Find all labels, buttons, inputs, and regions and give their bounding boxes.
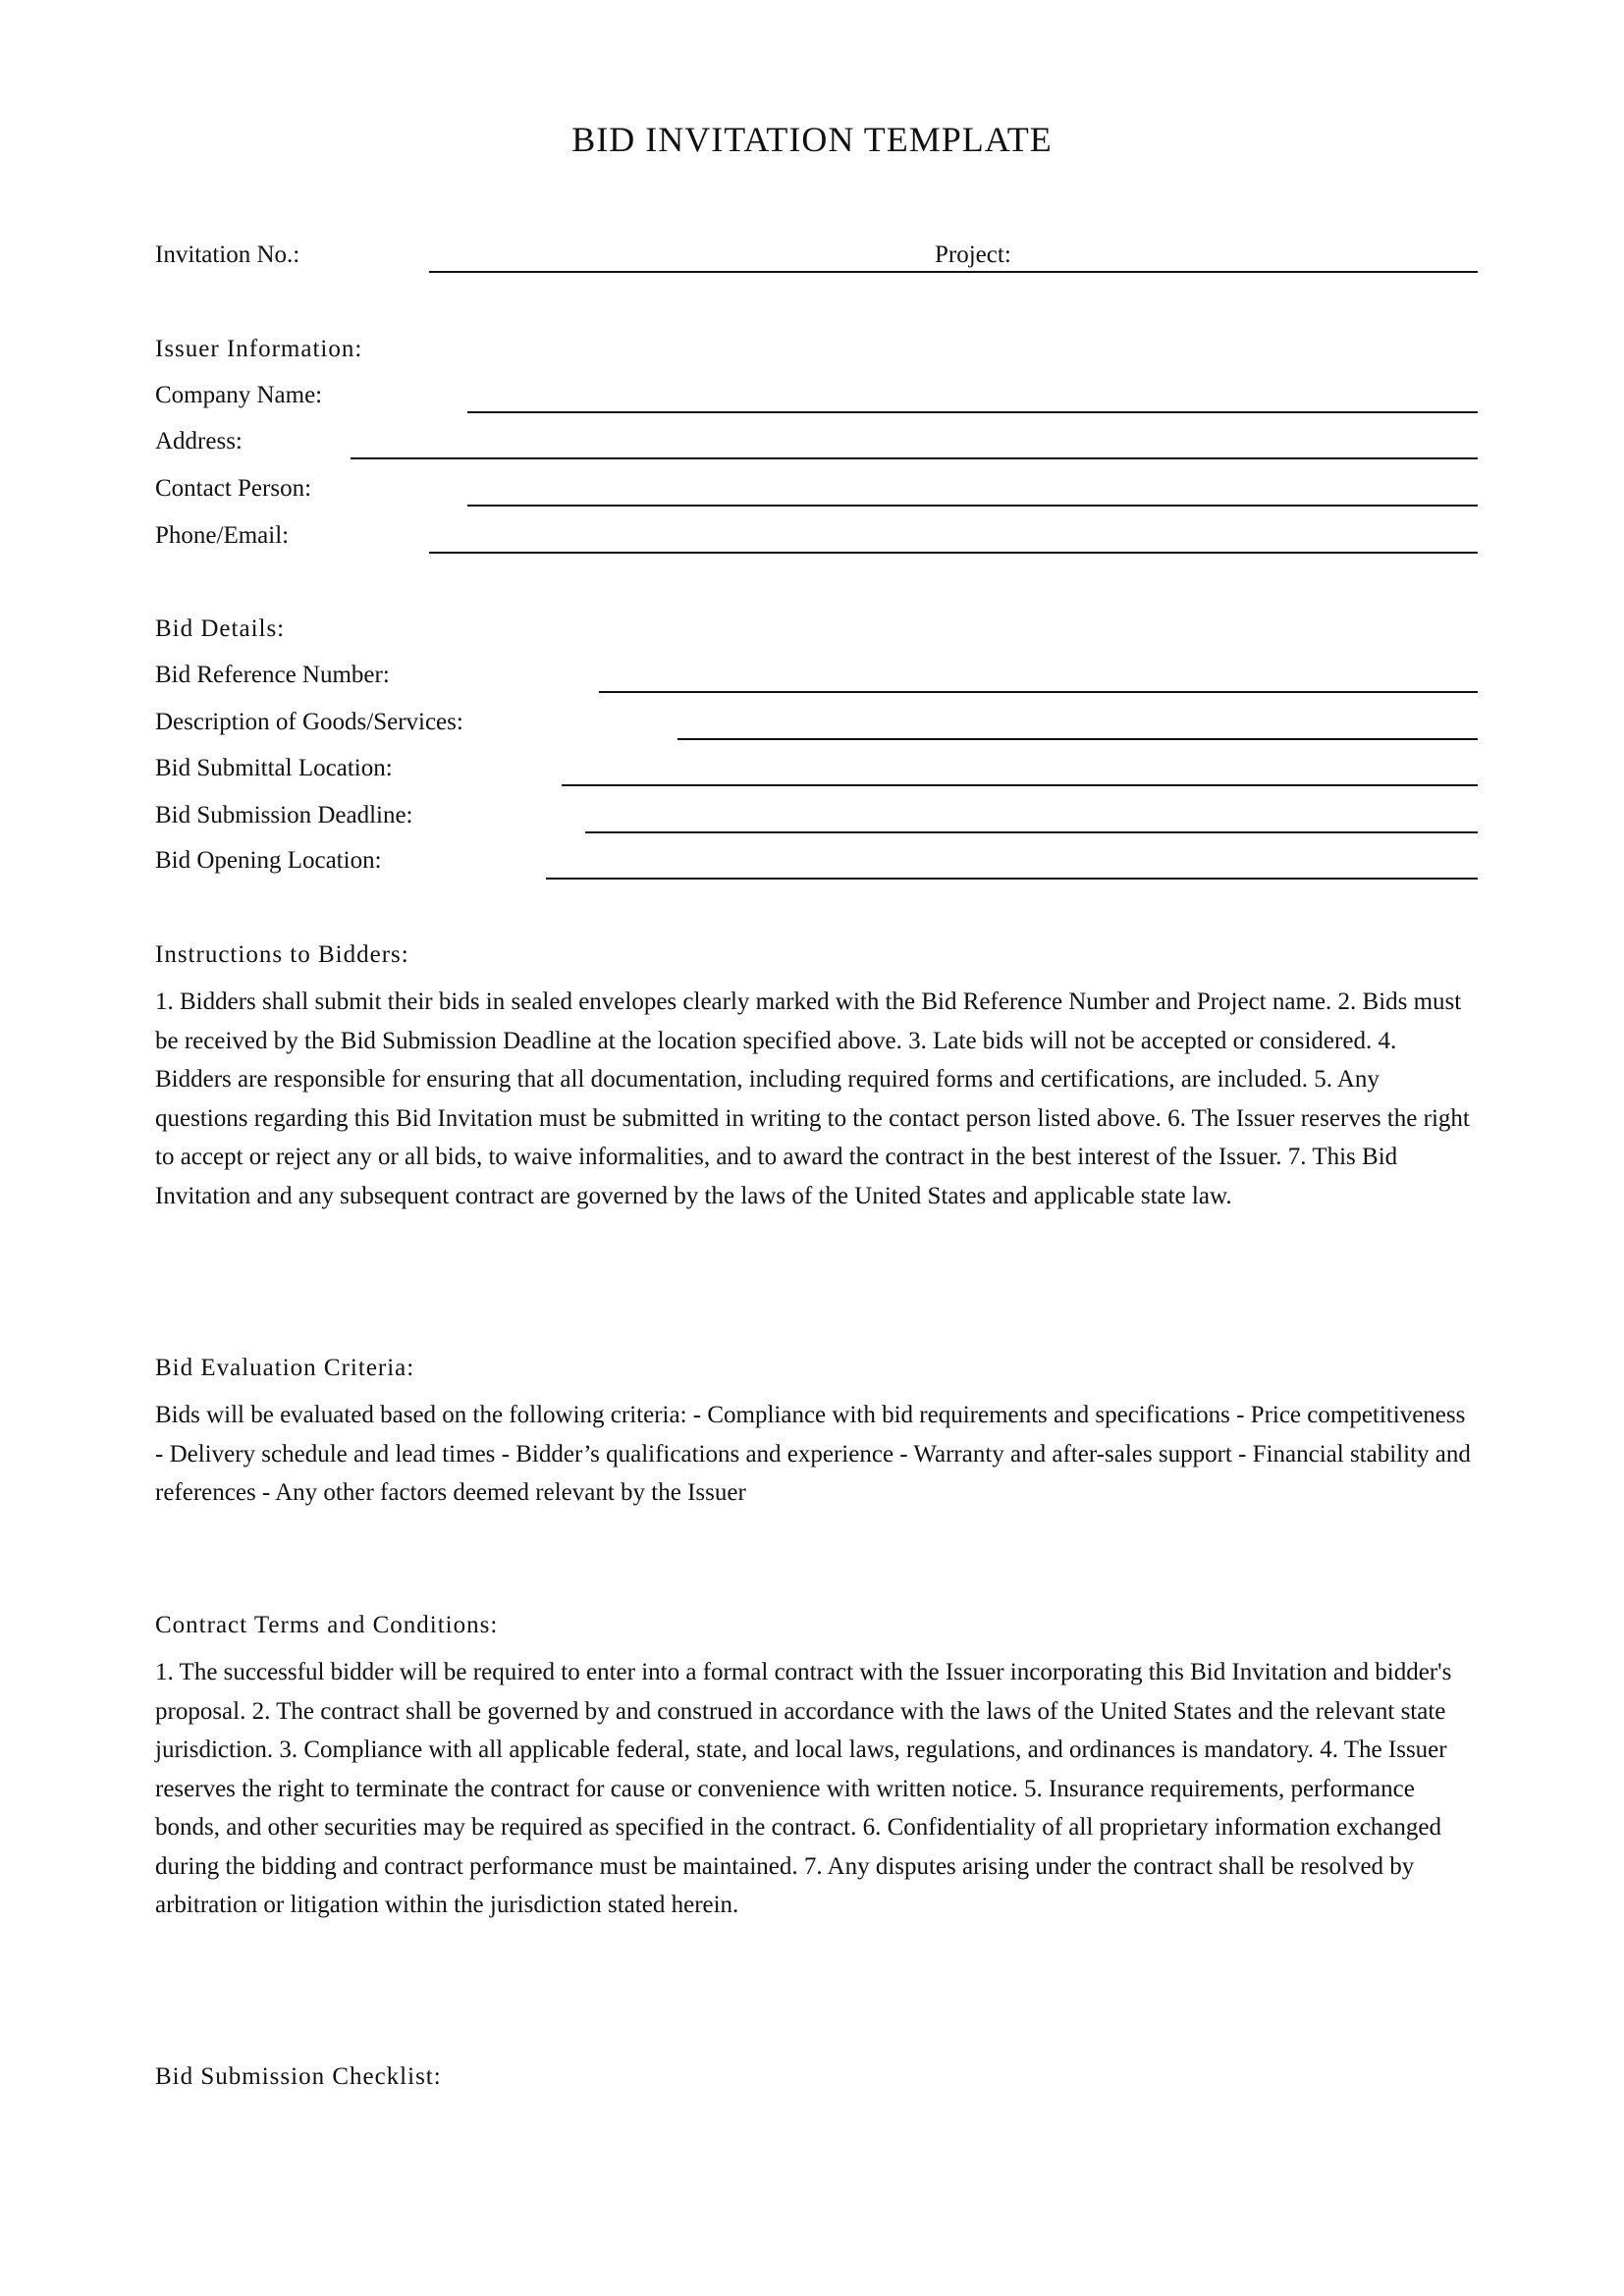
evaluation-text: Bids will be evaluated based on the following criteria: - Compliance with bid requirements and specifications - Price competitiveness - Delivery schedule and lead times - Bidder’s qualifications and experience - Warranty and after-sales support - Financial stability and references - Any other factors deemed relevant by the Issuer (155, 1402, 1471, 1506)
bid-opening-location-field-line[interactable] (546, 878, 1478, 880)
contract-terms-heading: Contract Terms and Conditions: (155, 1612, 499, 1638)
invitation-no-label: Invitation No.: (155, 241, 300, 268)
bid-details-heading: Bid Details: (155, 615, 286, 642)
description-label: Description of Goods/Services: (155, 709, 463, 735)
company-name-label: Company Name: (155, 382, 323, 408)
instructions-text: 1. Bidders shall submit their bids in sealed envelopes clearly marked with the Bid Reference Number and Project name. 2. Bids must be received by the Bid Submission Deadline at the location specified above. 3. Late bids will not be accepted or considered. 4. Bidders are responsible for ensuring that all documentation, including required forms and certifications, are included. 5. Any questions regarding this Bid Invitation must be submitted in writing to the contact person listed above. 6. The Issuer reserves the right to accept or reject any or all bids, to waive informalities, and to award the contract in the best interest of the Issuer. 7. This Bid Invitation and any subsequent contract are governed by the laws of the United States and applicable state law. (155, 988, 1470, 1209)
bid-submittal-location-label: Bid Submittal Location: (155, 755, 393, 781)
invitation-project-field-line[interactable] (429, 271, 1478, 273)
bid-opening-location-label: Bid Opening Location: (155, 847, 382, 874)
issuer-heading: Issuer Information: (155, 336, 363, 362)
checklist-heading: Bid Submission Checklist: (155, 2063, 442, 2090)
address-field-line[interactable] (351, 457, 1478, 459)
company-name-field-line[interactable] (467, 411, 1478, 413)
address-label: Address: (155, 428, 243, 454)
contract-terms-text: 1. The successful bidder will be required to enter into a formal contract with the Issuer incorporating this Bid Invitation and bidder's proposal. 2. The contract shall be governed by and construed in accordance with the laws of the United States and the relevant state jurisdiction. 3. Compliance with all applicable federal, state, and local laws, regulations, and ordinances is mandatory. 4. The Issuer reserves the right to terminate the contract for cause or convenience with written notice. 5. Insurance requirements, performance bonds, and other securities may be required as specified in the contract. 6. Confidentiality of all proprietary information exchanged during the bidding and contract performance must be maintained. 7. Any disputes arising under the contract shall be resolved by arbitration or litigation within the jurisdiction stated herein. (155, 1659, 1452, 1918)
project-label: Project: (935, 241, 1011, 268)
bid-reference-number-label: Bid Reference Number: (155, 662, 390, 688)
evaluation-heading: Bid Evaluation Criteria: (155, 1355, 415, 1381)
phone-email-label: Phone/Email: (155, 522, 290, 549)
phone-email-field-line[interactable] (429, 552, 1478, 554)
bid-submission-deadline-label: Bid Submission Deadline: (155, 802, 413, 828)
instructions-heading: Instructions to Bidders: (155, 941, 409, 968)
contact-person-label: Contact Person: (155, 475, 312, 502)
description-field-line[interactable] (677, 738, 1478, 740)
bid-submittal-location-field-line[interactable] (562, 784, 1478, 786)
bid-reference-number-field-line[interactable] (599, 691, 1478, 693)
bid-submission-deadline-field-line[interactable] (585, 831, 1478, 833)
contact-person-field-line[interactable] (467, 505, 1478, 507)
document-title: BID INVITATION TEMPLATE (571, 120, 1053, 159)
